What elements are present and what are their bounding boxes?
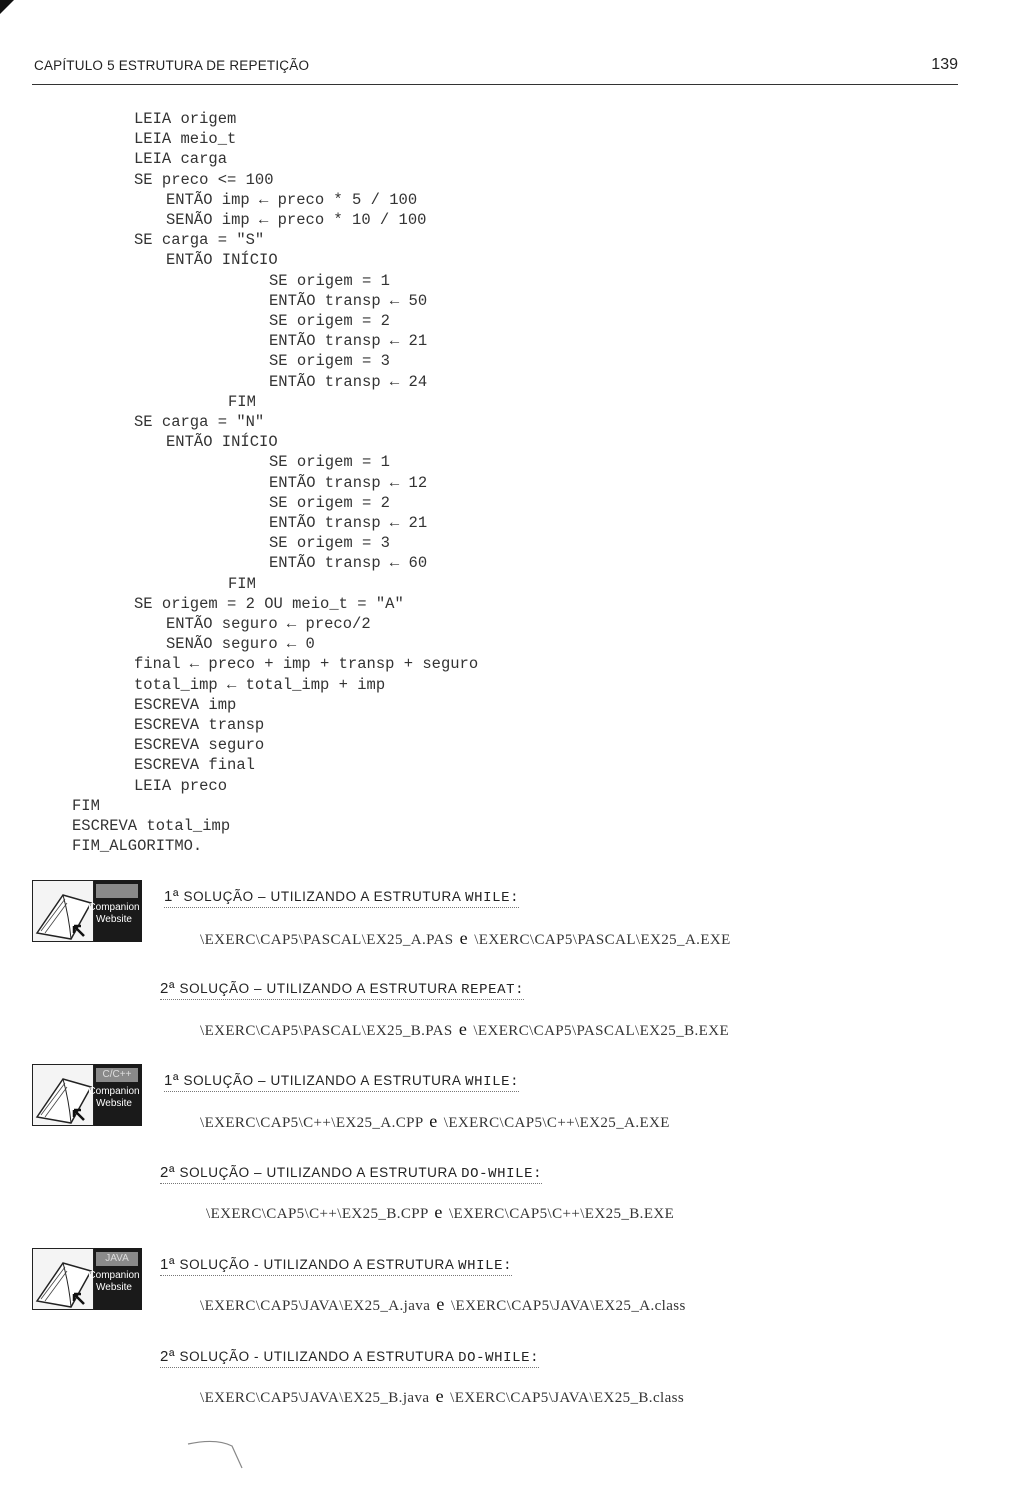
solution-file-paths <box>200 1019 729 1040</box>
solution-title <box>164 1072 519 1092</box>
structure-keyword: WHILE: <box>465 1074 520 1090</box>
solution-number: 1ª <box>160 1256 176 1273</box>
output-file-path: \EXERC\CAP5\C++\EX25_B.EXE <box>448 1206 675 1222</box>
output-file-path: \EXERC\CAP5\JAVA\EX25_B.class <box>450 1390 685 1406</box>
code-line: ENTÃO transp ← 21 <box>269 514 428 532</box>
code-line: SE origem = 3 <box>269 534 390 553</box>
conjunction: e <box>429 1111 438 1131</box>
structure-keyword: WHILE: <box>465 890 520 906</box>
solution-number: 2ª <box>160 1348 176 1365</box>
code-line: LEIA preco <box>134 776 228 795</box>
solution-title-text: SOLUÇÃO - UTILIZANDO A ESTRUTURA <box>179 1257 459 1272</box>
chapter-title: CAPÍTULO 5 ESTRUTURA DE REPETIÇÃO <box>34 58 310 73</box>
language-tag: JAVA <box>96 1252 138 1266</box>
language-tag: C/C++ <box>96 1068 138 1082</box>
code-line: SENÃO seguro ← 0 <box>166 635 315 654</box>
code-line: ENTÃO imp ← preco * 5 / 100 <box>166 190 418 209</box>
code-line: FIM <box>72 796 100 815</box>
structure-keyword: WHILE: <box>458 1258 513 1274</box>
code-line: SE origem = 2 OU meio_t = "A" <box>134 594 404 613</box>
solution-title <box>160 1348 539 1368</box>
code-line: ENTÃO INÍCIO <box>166 251 278 270</box>
solution-title <box>160 1256 512 1276</box>
java-companion-website-icon[interactable] <box>32 1248 142 1310</box>
code-line: SE origem = 2 <box>269 493 390 512</box>
solution-number: 2ª <box>160 1164 176 1181</box>
code-line: LEIA origem <box>134 110 237 128</box>
code-line: ESCREVA seguro <box>134 736 265 755</box>
solution-title-text: SOLUÇÃO - UTILIZANDO A ESTRUTURA <box>179 1349 459 1364</box>
output-file-path: \EXERC\CAP5\JAVA\EX25_A.class <box>450 1298 686 1314</box>
companion-website-label: Companion Website <box>88 1270 140 1293</box>
code-line: SE carga = "S" <box>134 231 265 250</box>
code-line: SENÃO imp ← preco * 10 / 100 <box>166 211 427 229</box>
cpp-companion-website-icon[interactable] <box>32 1064 142 1126</box>
source-file-path: \EXERC\CAP5\C++\EX25_A.CPP <box>200 1115 424 1131</box>
code-line: SE origem = 2 <box>269 312 390 330</box>
conjunction: e <box>459 928 469 948</box>
code-line: ENTÃO seguro ← preco/2 <box>166 615 371 633</box>
code-line: FIM <box>228 574 256 593</box>
code-line: total_imp ← total_imp + imp <box>134 675 386 694</box>
solution-file-paths <box>206 1202 674 1223</box>
companion-website-label: Companion Website <box>88 1086 140 1109</box>
structure-keyword: REPEAT: <box>461 982 525 998</box>
code-line: ESCREVA total_imp <box>72 817 231 835</box>
solution-title-text: SOLUÇÃO – UTILIZANDO A ESTRUTURA <box>183 1073 466 1088</box>
conjunction: e <box>434 1202 443 1222</box>
companion-website-label: Companion Website <box>88 902 140 925</box>
output-file-path: \EXERC\CAP5\C++\EX25_A.EXE <box>443 1115 670 1131</box>
source-file-path: \EXERC\CAP5\JAVA\EX25_B.java <box>200 1390 430 1406</box>
code-line: SE origem = 1 <box>269 453 390 472</box>
code-line: ENTÃO transp ← 12 <box>269 473 428 492</box>
solution-title-text: SOLUÇÃO – UTILIZANDO A ESTRUTURA <box>179 981 462 996</box>
code-line: ENTÃO transp ← 60 <box>269 554 428 573</box>
source-file-path: \EXERC\CAP5\JAVA\EX25_A.java <box>200 1298 431 1314</box>
code-line: final ← preco + imp + transp + seguro <box>134 655 479 674</box>
solution-file-paths <box>200 1294 686 1315</box>
source-file-path: \EXERC\CAP5\PASCAL\EX25_B.PAS <box>200 1023 453 1039</box>
code-line: ESCREVA imp <box>134 695 237 714</box>
output-file-path: \EXERC\CAP5\PASCAL\EX25_A.EXE <box>474 932 731 948</box>
conjunction: e <box>436 1294 445 1314</box>
solution-file-paths <box>200 928 731 949</box>
solution-title-text: SOLUÇÃO – UTILIZANDO A ESTRUTURA <box>179 1165 462 1180</box>
code-line: LEIA carga <box>134 150 228 169</box>
conjunction: e <box>458 1019 468 1039</box>
code-line: ENTÃO transp ← 24 <box>269 372 428 391</box>
solution-title-text: SOLUÇÃO – UTILIZANDO A ESTRUTURA <box>183 889 466 904</box>
code-line: ESCREVA final <box>134 756 255 775</box>
source-file-path: \EXERC\CAP5\C++\EX25_B.CPP <box>206 1206 429 1222</box>
solution-file-paths <box>200 1386 684 1407</box>
code-line: LEIA meio_t <box>134 130 237 149</box>
code-line: SE origem = 1 <box>269 271 390 290</box>
solution-title <box>160 1164 542 1184</box>
code-line: SE preco <= 100 <box>134 170 274 189</box>
code-line: FIM_ALGORITMO. <box>72 837 203 856</box>
structure-keyword: DO-WHILE: <box>461 1166 543 1182</box>
solution-number: 1ª <box>164 1072 180 1089</box>
code-line: ENTÃO transp ← 21 <box>269 332 428 351</box>
code-line: ENTÃO INÍCIO <box>166 433 278 452</box>
code-line: SE origem = 3 <box>269 352 390 371</box>
page-header <box>32 58 958 85</box>
structure-keyword: DO-WHILE: <box>458 1350 540 1366</box>
page-number: 139 <box>931 56 958 73</box>
solution-file-paths <box>200 1111 670 1132</box>
solution-number: 1ª <box>164 888 180 905</box>
code-line: ESCREVA transp <box>134 716 265 734</box>
code-line: SE carga = "N" <box>134 413 265 431</box>
code-line: ENTÃO transp ← 50 <box>269 291 428 310</box>
solution-title <box>164 888 519 908</box>
solution-title <box>160 980 524 1000</box>
code-line: FIM <box>228 392 256 411</box>
pascal-companion-website-icon[interactable] <box>32 880 142 942</box>
conjunction: e <box>435 1386 444 1406</box>
output-file-path: \EXERC\CAP5\PASCAL\EX25_B.EXE <box>473 1023 730 1039</box>
corner-mark <box>0 0 14 14</box>
pen-stroke-mark <box>186 1438 256 1472</box>
language-tag <box>96 884 138 898</box>
solution-number: 2ª <box>160 980 176 997</box>
source-file-path: \EXERC\CAP5\PASCAL\EX25_A.PAS <box>200 932 454 948</box>
